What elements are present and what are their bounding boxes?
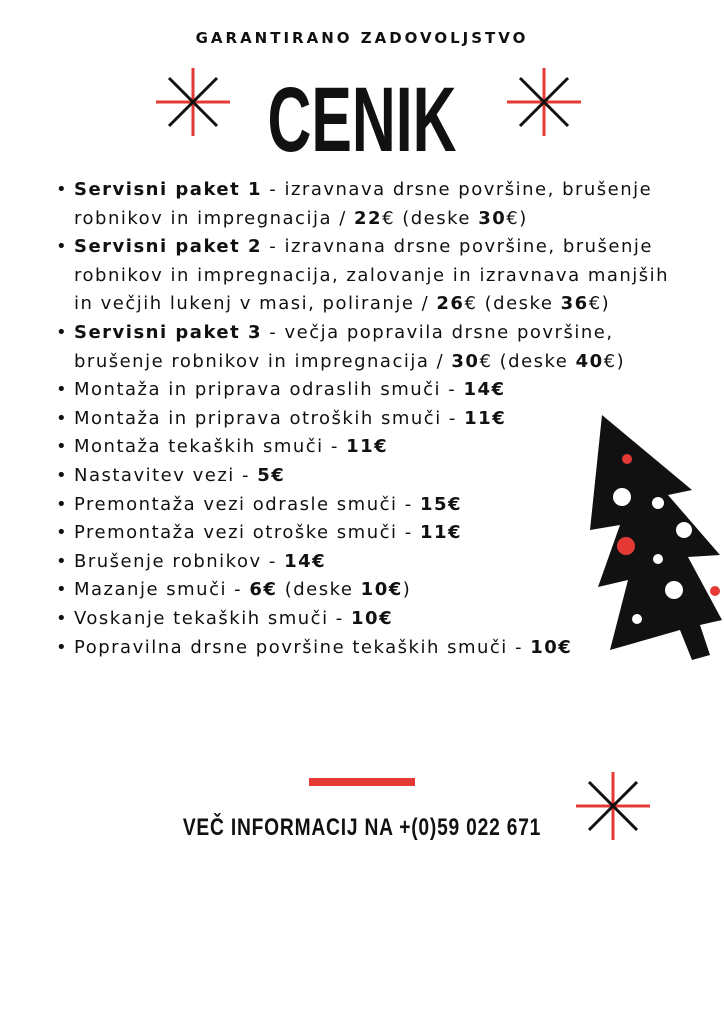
contact-info: VEČ INFORMACIJ NA +(0)59 022 671 bbox=[182, 814, 542, 841]
price-list-item bbox=[56, 376, 676, 405]
price-list-item bbox=[56, 233, 676, 319]
item-bold-text: 11€ bbox=[464, 407, 507, 429]
item-bold-text: 11€ bbox=[346, 436, 389, 458]
item-text: Popravilna drsne površine tekaških smuči - bbox=[74, 636, 531, 658]
item-text: Montaža in priprava otroških smuči - bbox=[74, 407, 465, 429]
item-bold-text: 5€ bbox=[257, 464, 286, 486]
item-bold-text: 36 bbox=[560, 293, 589, 315]
item-bold-text: 14€ bbox=[284, 550, 327, 572]
item-text: Premontaža vezi otroške smuči - bbox=[74, 522, 420, 544]
item-text: € (deske bbox=[479, 350, 576, 372]
item-text: Nastavitev vezi - bbox=[74, 464, 258, 486]
item-bold-text: 40 bbox=[575, 350, 604, 372]
snowflake-icon-bottom bbox=[576, 772, 650, 840]
item-text: € (deske bbox=[382, 207, 479, 229]
item-text: Montaža in priprava odraslih smuči - bbox=[74, 379, 464, 401]
item-text: €) bbox=[588, 293, 611, 315]
item-bold-text: 6€ bbox=[249, 579, 278, 601]
tagline: GARANTIRANO ZADOVOLJSTVO bbox=[195, 29, 529, 47]
snowflake-icon-right bbox=[507, 68, 581, 136]
item-text: - izravnana drsne površine, brušenje robnikov in impregnacija, zalovanje in izravnava manjših in večjih lukenj v masi, poliranje / bbox=[74, 236, 670, 315]
item-bold-text: 10€ bbox=[360, 579, 403, 601]
item-text: Voskanje tekaških smuči - bbox=[74, 607, 352, 629]
item-bold-text: 30 bbox=[478, 207, 507, 229]
item-text: €) bbox=[603, 350, 626, 372]
item-text: - večja popravila drsne površine, brušenje robnikov in impregnacija / bbox=[74, 321, 614, 372]
item-bold-text: Servisni paket 2 bbox=[74, 236, 263, 258]
item-text: ) bbox=[402, 579, 412, 601]
item-bold-text: 15€ bbox=[419, 493, 463, 515]
item-bold-text: Servisni paket 3 bbox=[74, 321, 263, 343]
item-text: (deske bbox=[277, 579, 361, 601]
item-bold-text: 10€ bbox=[351, 607, 394, 629]
item-bold-text: 22 bbox=[354, 207, 383, 229]
item-bold-text: 30 bbox=[451, 350, 480, 372]
christmas-tree-icon bbox=[580, 415, 724, 660]
item-text: € (deske bbox=[464, 293, 561, 315]
price-list-item bbox=[56, 176, 676, 233]
item-bold-text: 26 bbox=[436, 293, 465, 315]
item-text: Mazanje smuči - bbox=[74, 579, 250, 601]
divider-bar bbox=[309, 778, 415, 786]
item-text: Premontaža vezi odrasle smuči - bbox=[74, 493, 420, 515]
item-bold-text: 10€ bbox=[530, 636, 573, 658]
item-bold-text: 14€ bbox=[463, 379, 506, 401]
item-text: - izravnava drsne površine, brušenje robnikov in impregnacija / bbox=[74, 179, 653, 229]
item-text: €) bbox=[506, 207, 528, 229]
item-bold-text: Servisni paket 1 bbox=[74, 179, 263, 200]
price-list-item bbox=[56, 319, 676, 376]
item-text: Montaža tekaških smuči - bbox=[74, 436, 347, 458]
page-title: CENIK bbox=[267, 69, 457, 171]
item-text: Brušenje robnikov - bbox=[74, 550, 285, 572]
item-bold-text: 11€ bbox=[419, 522, 463, 544]
